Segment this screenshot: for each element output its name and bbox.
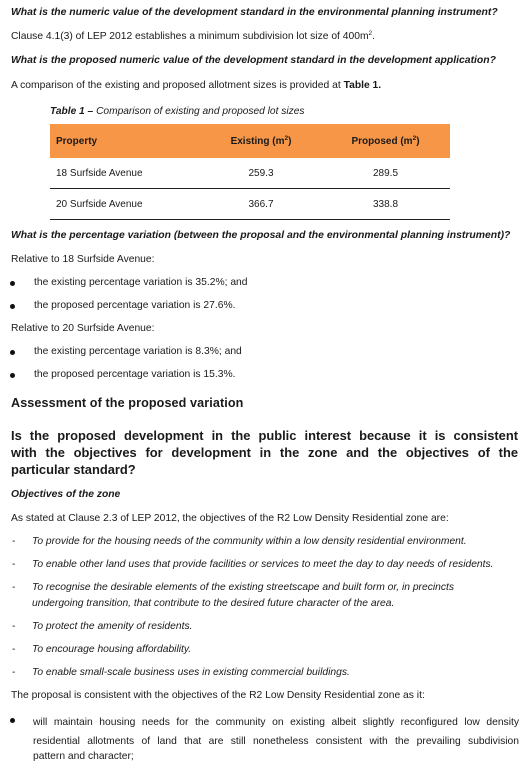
bullet-icon: [10, 281, 15, 286]
lot-size-table: [50, 124, 450, 220]
objective-item: To enable other land uses that provide facilities or services to meet the day to day needs of residents.: [32, 559, 494, 570]
table-header-row: [50, 124, 450, 158]
cell-proposed: 289.5: [321, 158, 450, 189]
table-caption-text: Comparison of existing and proposed lot sizes: [96, 106, 305, 117]
bullet-text: the proposed percentage variation is 27.6%.: [34, 300, 236, 311]
consistency-bullet-line-1: will maintain housing needs for the community on existing albeit slightly reconfigured low density: [33, 717, 519, 728]
objective-item: To encourage housing affordability.: [32, 644, 192, 655]
table-caption: [50, 106, 304, 117]
bullet-icon: [10, 373, 15, 378]
bullet-icon: [10, 718, 15, 723]
comparison-statement: [11, 80, 381, 91]
heading-public-interest-line-2: with the objectives for development in the zone and the objectives of the: [11, 445, 518, 460]
dash-marker: -: [12, 582, 16, 593]
relative-20-label: Relative to 20 Surfside Avenue:: [11, 323, 155, 334]
header-proposed-sup: 2: [412, 135, 417, 142]
bullet-icon: [10, 304, 15, 309]
table-row: [50, 189, 450, 220]
objective-item: To enable small-scale business uses in existing commercial buildings.: [32, 667, 350, 678]
header-proposed-label: Proposed (m: [351, 136, 413, 147]
clause-statement: [11, 30, 375, 42]
consistency-bullet-line-2: residential allotments of land that are still nonetheless consistent with the prevailing subdivision: [33, 736, 519, 747]
cell-existing: 259.3: [201, 158, 321, 189]
dash-marker: -: [12, 667, 16, 678]
cell-proposed: 338.8: [321, 189, 450, 220]
heading-public-interest-line-1: Is the proposed development in the public interest because it is consistent: [11, 428, 518, 443]
objective-item: To provide for the housing needs of the community within a low density residential environment.: [32, 536, 467, 547]
dash-marker: -: [12, 644, 16, 655]
header-proposed: [321, 124, 450, 158]
objective-item: To recognise the desirable elements of the existing streetscape and built form or, in precincts: [32, 582, 455, 593]
heading-public-interest-line-3: particular standard?: [11, 462, 136, 477]
objective-item: To protect the amenity of residents.: [32, 621, 193, 632]
header-existing-label: Existing (m: [230, 136, 285, 147]
bullet-icon: [10, 350, 15, 355]
question-percentage-variation: What is the percentage variation (between the proposal and the environmental planning instrument)?: [11, 230, 511, 241]
header-existing: [201, 124, 321, 158]
question-proposed-value: What is the proposed numeric value of the development standard in the development application?: [11, 55, 496, 66]
header-proposed-close: ): [416, 136, 420, 147]
bullet-text: the proposed percentage variation is 15.3%.: [34, 369, 236, 380]
clause-statement-text: Clause 4.1(3) of LEP 2012 establishes a minimum subdivision lot size of 400m: [11, 31, 369, 42]
dash-marker: -: [12, 536, 16, 547]
dash-marker: -: [12, 621, 16, 632]
unit-superscript: 2: [368, 30, 373, 37]
bullet-text: the existing percentage variation is 35.2%; and: [34, 277, 248, 288]
cell-property: 18 Surfside Avenue: [50, 158, 201, 189]
consistency-intro: The proposal is consistent with the objectives of the R2 Low Density Residential zone as it:: [11, 690, 425, 701]
bullet-text: the existing percentage variation is 8.3%; and: [34, 346, 242, 357]
table-reference: Table 1.: [343, 80, 382, 91]
header-property: Property: [50, 124, 201, 158]
dash-marker: -: [12, 559, 16, 570]
comparison-text: A comparison of the existing and proposed allotment sizes is provided at: [11, 80, 344, 91]
cell-existing: 366.7: [201, 189, 321, 220]
period: .: [372, 31, 376, 42]
table-caption-label: Table 1 –: [50, 106, 97, 117]
relative-18-label: Relative to 18 Surfside Avenue:: [11, 254, 155, 265]
table-row: [50, 158, 450, 189]
question-numeric-value: What is the numeric value of the development standard in the environmental planning instrument?: [11, 7, 498, 18]
cell-property: 20 Surfside Avenue: [50, 189, 201, 220]
consistency-bullet-line-3: pattern and character;: [33, 751, 134, 762]
objective-item-continued: undergoing transition, that contribute to the desired future character of the area.: [32, 598, 395, 609]
objectives-intro: As stated at Clause 2.3 of LEP 2012, the objectives of the R2 Low Density Residential zone are:: [11, 513, 449, 524]
subheading-objectives: Objectives of the zone: [11, 489, 121, 500]
header-existing-sup: 2: [284, 135, 289, 142]
heading-assessment: Assessment of the proposed variation: [11, 396, 244, 410]
header-existing-close: ): [288, 136, 292, 147]
